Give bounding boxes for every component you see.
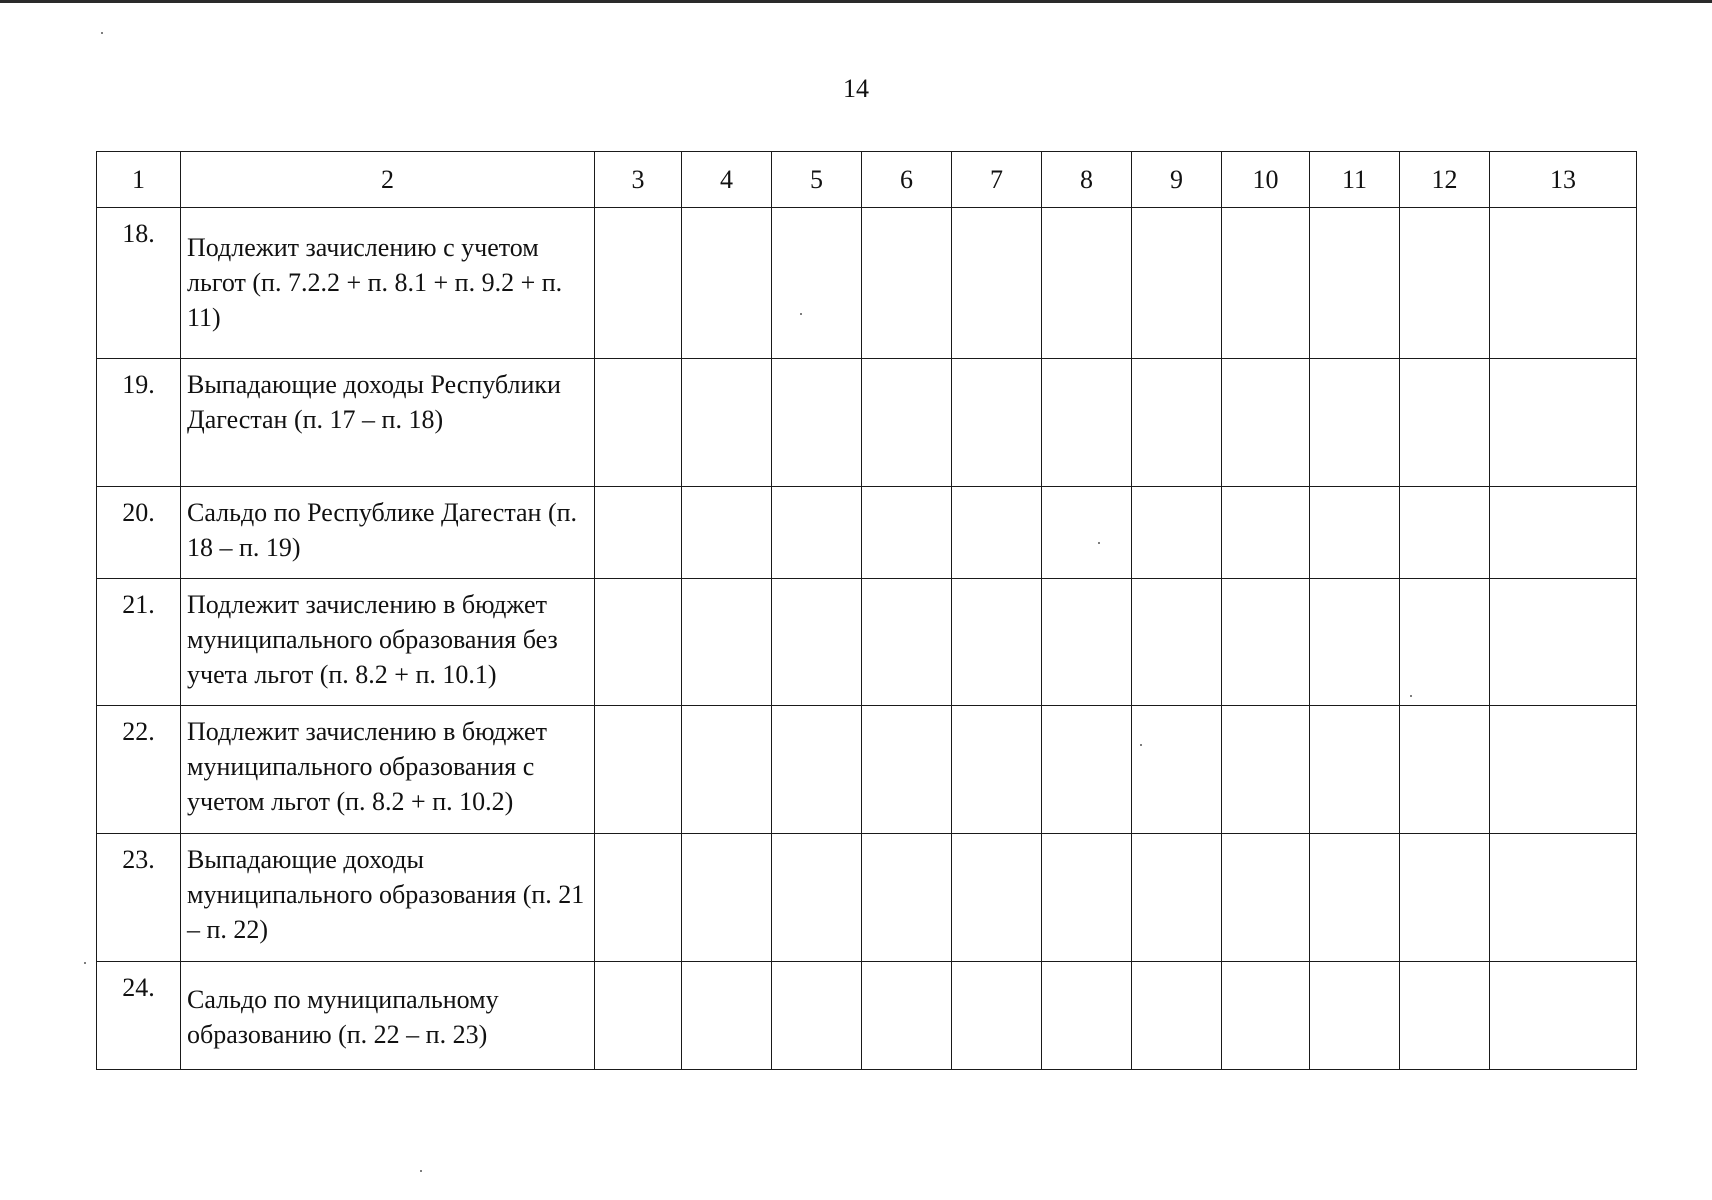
value-cell [595, 487, 682, 579]
row-number: 22. [97, 706, 181, 834]
value-cell [682, 706, 772, 834]
value-cell [682, 962, 772, 1070]
table-row [97, 962, 1637, 1070]
value-cell [1310, 359, 1400, 487]
table-row [97, 359, 1637, 487]
column-header: 2 [181, 152, 595, 208]
value-cell [952, 579, 1042, 706]
value-cell [1042, 579, 1132, 706]
value-cell [1132, 359, 1222, 487]
value-cell [1400, 208, 1490, 359]
column-header: 11 [1310, 152, 1400, 208]
value-cell [682, 834, 772, 962]
row-description [181, 962, 595, 1070]
value-cell [1400, 487, 1490, 579]
value-cell [1310, 834, 1400, 962]
column-header: 1 [97, 152, 181, 208]
value-cell [595, 579, 682, 706]
value-cell [772, 579, 862, 706]
row-number: 19. [97, 359, 181, 487]
value-cell [1490, 706, 1637, 834]
value-cell [1490, 359, 1637, 487]
scan-speck [84, 962, 86, 964]
value-cell [862, 834, 952, 962]
row-number: 20. [97, 487, 181, 579]
column-header: 13 [1490, 152, 1637, 208]
column-header: 12 [1400, 152, 1490, 208]
value-cell [952, 359, 1042, 487]
value-cell [1310, 706, 1400, 834]
value-cell [1490, 487, 1637, 579]
value-cell [952, 962, 1042, 1070]
row-description [181, 208, 595, 359]
value-cell [682, 359, 772, 487]
value-cell [1222, 962, 1310, 1070]
value-cell [952, 487, 1042, 579]
row-number: 21. [97, 579, 181, 706]
value-cell [1310, 962, 1400, 1070]
column-header: 10 [1222, 152, 1310, 208]
value-cell [1132, 962, 1222, 1070]
column-header: 8 [1042, 152, 1132, 208]
row-description [181, 487, 595, 579]
value-cell [1042, 487, 1132, 579]
row-description-text: Подлежит зачислению с учетом льгот (п. 7.2.2 + п. 8.1 + п. 9.2 + п. 11) [187, 233, 563, 332]
value-cell [952, 208, 1042, 359]
value-cell [1490, 834, 1637, 962]
value-cell [1222, 706, 1310, 834]
value-cell [1490, 208, 1637, 359]
value-cell [1222, 487, 1310, 579]
value-cell [1400, 834, 1490, 962]
value-cell [862, 706, 952, 834]
column-header: 5 [772, 152, 862, 208]
table-row [97, 579, 1637, 706]
row-number: 24. [97, 962, 181, 1070]
value-cell [595, 208, 682, 359]
value-cell [1042, 834, 1132, 962]
value-cell [772, 208, 862, 359]
value-cell [1490, 579, 1637, 706]
table-row [97, 706, 1637, 834]
value-cell [772, 834, 862, 962]
value-cell [682, 579, 772, 706]
value-cell [1400, 706, 1490, 834]
value-cell [595, 359, 682, 487]
row-description-text: Сальдо по муниципальному образованию (п. 22 – п. 23) [187, 985, 499, 1049]
row-number: 23. [97, 834, 181, 962]
value-cell [1310, 208, 1400, 359]
value-cell [595, 706, 682, 834]
value-cell [595, 834, 682, 962]
row-description-text: Выпадающие доходы муниципального образования (п. 21 – п. 22) [187, 845, 585, 944]
value-cell [1310, 487, 1400, 579]
header-row [97, 152, 1637, 208]
value-cell [952, 834, 1042, 962]
value-cell [862, 962, 952, 1070]
value-cell [1400, 962, 1490, 1070]
value-cell [862, 487, 952, 579]
value-cell [862, 208, 952, 359]
scan-speck [1140, 744, 1142, 746]
column-header: 9 [1132, 152, 1222, 208]
scan-speck [1410, 695, 1412, 697]
page-number: 14 [843, 74, 869, 103]
row-description [181, 359, 595, 487]
column-header: 4 [682, 152, 772, 208]
value-cell [862, 579, 952, 706]
value-cell [1222, 208, 1310, 359]
value-cell [1132, 706, 1222, 834]
scan-speck [101, 32, 103, 34]
value-cell [1132, 834, 1222, 962]
value-cell [1490, 962, 1637, 1070]
scan-speck [800, 313, 802, 315]
value-cell [1132, 487, 1222, 579]
table-row [97, 487, 1637, 579]
row-number: 18. [97, 208, 181, 359]
value-cell [772, 706, 862, 834]
value-cell [682, 208, 772, 359]
value-cell [1132, 208, 1222, 359]
value-cell [1042, 962, 1132, 1070]
row-description [181, 706, 595, 834]
value-cell [772, 359, 862, 487]
row-description [181, 834, 595, 962]
value-cell [862, 359, 952, 487]
value-cell [1400, 359, 1490, 487]
row-description [181, 579, 595, 706]
value-cell [682, 487, 772, 579]
value-cell [1222, 834, 1310, 962]
value-cell [1400, 579, 1490, 706]
scan-speck [1098, 542, 1100, 544]
value-cell [1042, 706, 1132, 834]
column-header: 6 [862, 152, 952, 208]
table-row [97, 834, 1637, 962]
row-description-text: Подлежит зачислению в бюджет муниципального образования с учетом льгот (п. 8.2 + п. 10.2) [187, 717, 547, 816]
row-description-text: Выпадающие доходы Республики Дагестан (п. 17 – п. 18) [187, 370, 561, 434]
value-cell [772, 962, 862, 1070]
value-cell [595, 962, 682, 1070]
page-top-edge [0, 0, 1712, 3]
value-cell [1222, 359, 1310, 487]
column-header: 3 [595, 152, 682, 208]
row-description-text: Сальдо по Республике Дагестан (п. 18 – п. 19) [187, 498, 578, 562]
value-cell [1042, 359, 1132, 487]
value-cell [1042, 208, 1132, 359]
value-cell [1132, 579, 1222, 706]
table-row [97, 208, 1637, 359]
column-header: 7 [952, 152, 1042, 208]
row-description-text: Подлежит зачислению в бюджет муниципального образования без учета льгот (п. 8.2 + п. 10.1) [187, 590, 558, 689]
scan-speck [420, 1170, 422, 1172]
value-cell [772, 487, 862, 579]
value-cell [1310, 579, 1400, 706]
report-table [96, 151, 1637, 1070]
value-cell [1222, 579, 1310, 706]
value-cell [952, 706, 1042, 834]
